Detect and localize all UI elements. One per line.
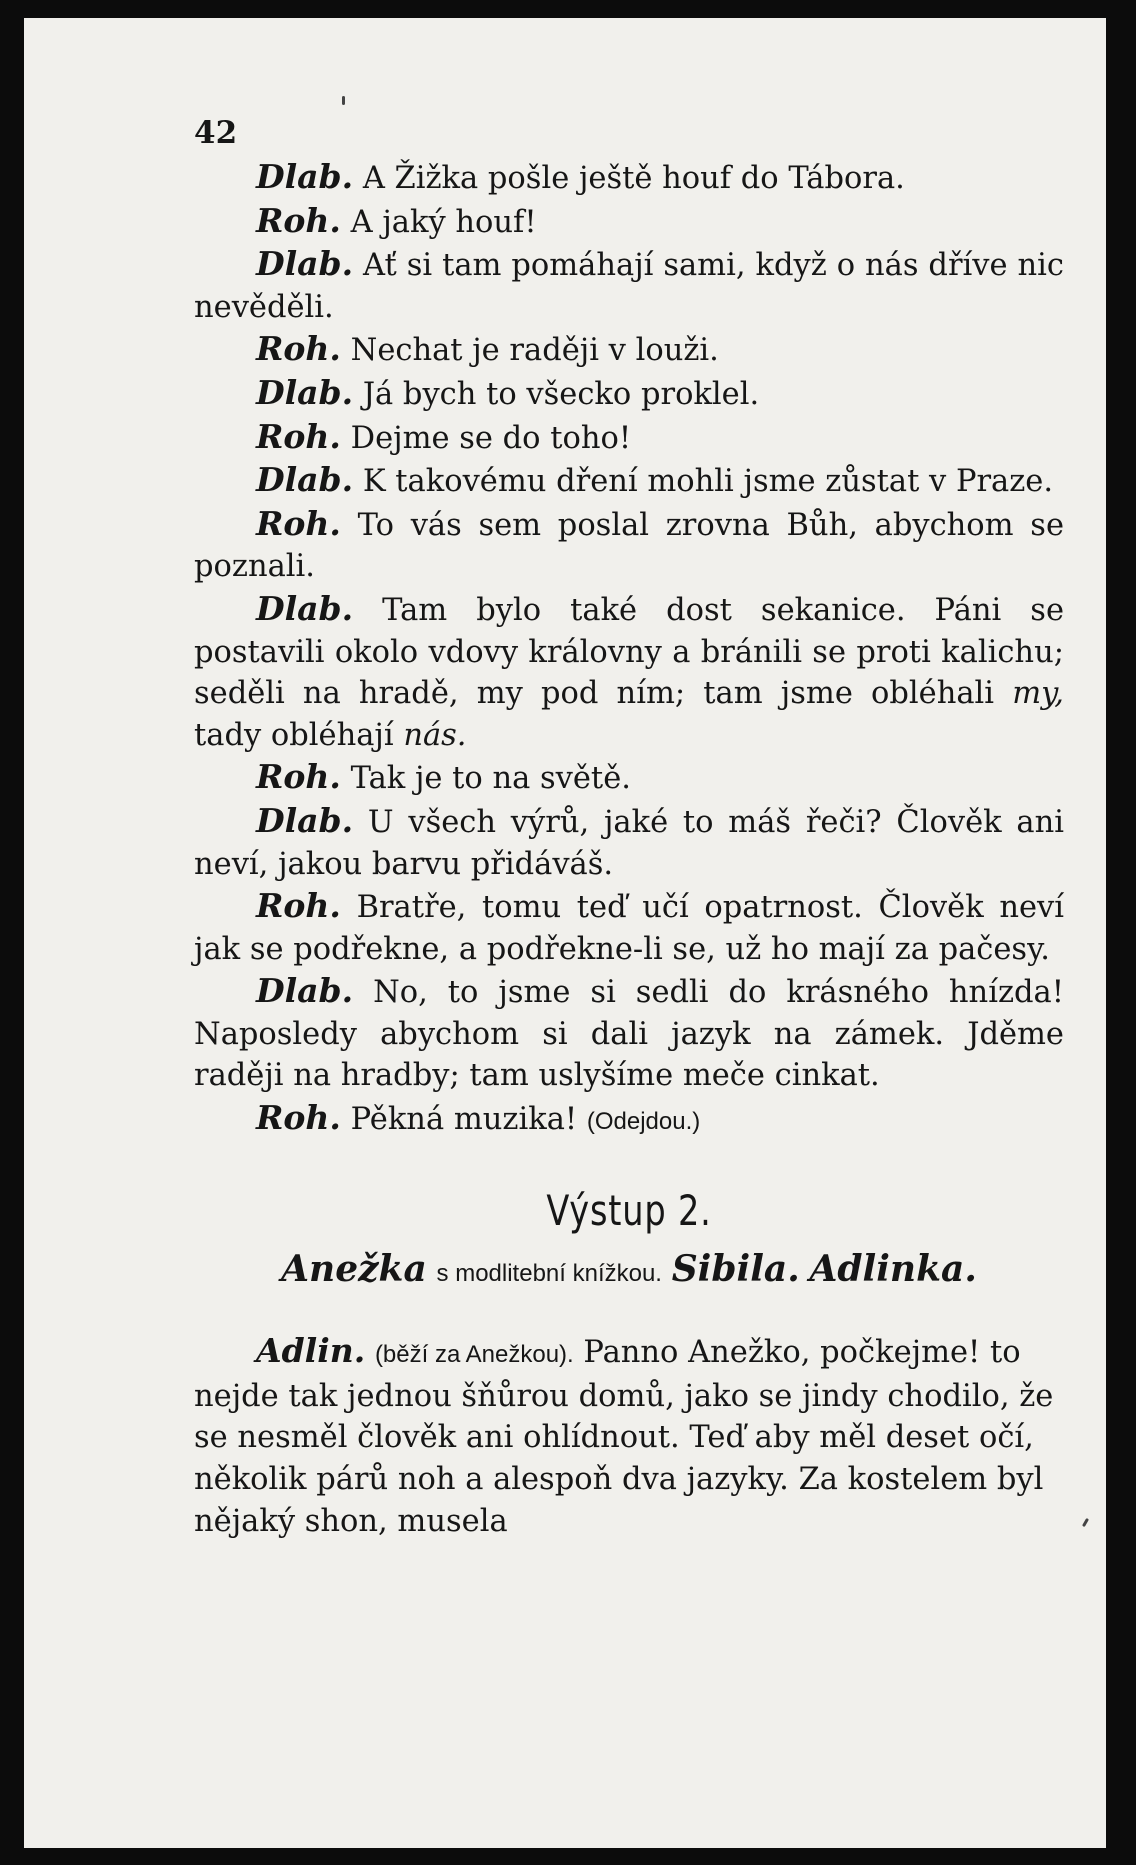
speech-13 [194, 970, 1064, 1097]
speech-12 [194, 885, 1064, 970]
speech-text: Ať si tam pomáhají sami, když o nás dříve nic nevěděli. [194, 248, 1064, 325]
speaker-name: Dlab. [256, 157, 354, 196]
speech-text: Tak je to na světě. [350, 761, 631, 797]
cast-list [194, 1249, 1064, 1295]
emphasis-word: nás. [403, 717, 467, 753]
cast-name: Anežka [281, 1247, 427, 1290]
final-speech [194, 1330, 1064, 1542]
cast-note: s modlitební knížkou. [436, 1259, 662, 1287]
speaker-name: Dlab. [256, 244, 354, 284]
speaker-name: Roh. [256, 416, 341, 456]
speech-6 [194, 416, 1064, 460]
speech-1 [194, 156, 1064, 200]
speech-text: Bratře, tomu teď učí opatrnost. Člověk neví jak se podřekne, a podřekne-li se, už ho mají za pačesy. [194, 890, 1064, 967]
speech-text: Tam bylo také dost sekanice. Páni se postavili okolo vdovy královny a bránili se proti kalichu; seděli na hradě, my pod ním; tam jsme obléhali [194, 592, 1065, 712]
book-page [24, 18, 1106, 1848]
speaker-name: Dlab. [256, 800, 354, 840]
stage-direction: (běží za Anežkou). [374, 1341, 574, 1369]
speech-text: Panno Anežko, počkejme! to nejde tak jednou šňůrou domů, jako se jindy chodilo, že se nesměl člověk ani ohlídnout. Teď aby měl deset očí, několik párů noh a alespoň dva jazyky. Za kostelem byl nějaký shon, musela [194, 1335, 1054, 1539]
speech-7 [194, 459, 1064, 503]
speaker-name: Dlab. [256, 588, 354, 628]
print-speck [1082, 1518, 1089, 1527]
emphasis-word: my, [1012, 676, 1064, 712]
speaker-name: Roh. [256, 503, 341, 543]
speech-3 [194, 243, 1064, 328]
speaker-name: Dlab. [256, 372, 354, 412]
speech-text: A Žižka pošle ještě houf do Tábora. [362, 161, 905, 196]
speaker-name: Roh. [256, 200, 341, 240]
speaker-name: Roh. [256, 1098, 341, 1138]
speech-text: No, to jsme si sedli do krásného hnízda! Naposledy abychom si dali jazyk na zámek. Jděme raději na hradby; tam uslyšíme meče cinkat. [194, 975, 1064, 1094]
speech-9 [194, 588, 1064, 756]
speaker-name: Roh. [256, 757, 341, 797]
speech-text: tady obléhají [194, 717, 394, 753]
page-number: 42 [194, 115, 238, 151]
speaker-name: Roh. [256, 886, 341, 926]
speaker-name: Dlab. [256, 971, 354, 1011]
speech-text: Já bych to všecko proklel. [362, 376, 760, 412]
speech-text: Pěkná muzika! [350, 1102, 578, 1138]
speech-text: K takovému dření mohli jsme zůstat v Praze. [362, 464, 1054, 500]
speaker-name: Adlin. [256, 1331, 366, 1371]
print-speck [342, 96, 345, 105]
speech-text: A jaký houf! [350, 204, 537, 240]
speech-text: To vás sem poslal zrovna Bůh, abychom se poznali. [194, 507, 1064, 585]
stage-direction: (Odejdou.) [586, 1108, 701, 1136]
speech-14 [194, 1097, 1064, 1143]
speaker-name: Dlab. [256, 460, 354, 500]
speech-text: U všech výrů, jaké to máš řeči? Člověk ani neví, jakou barvu přidáváš. [194, 804, 1064, 882]
speech-11 [194, 800, 1064, 885]
scene-heading: Výstup 2. [546, 1185, 712, 1235]
text-block [194, 110, 1064, 1542]
cast-name: Sibila. [671, 1247, 800, 1290]
speech-10 [194, 756, 1064, 800]
cast-name: Adlinka. [809, 1247, 977, 1290]
speech-4 [194, 328, 1064, 372]
speech-text: Nechat je raději v louži. [350, 333, 719, 369]
speech-text: Dejme se do toho! [350, 420, 632, 456]
speaker-name: Roh. [256, 329, 341, 369]
speech-2 [194, 200, 1064, 244]
speech-8 [194, 503, 1064, 588]
speech-5 [194, 372, 1064, 416]
